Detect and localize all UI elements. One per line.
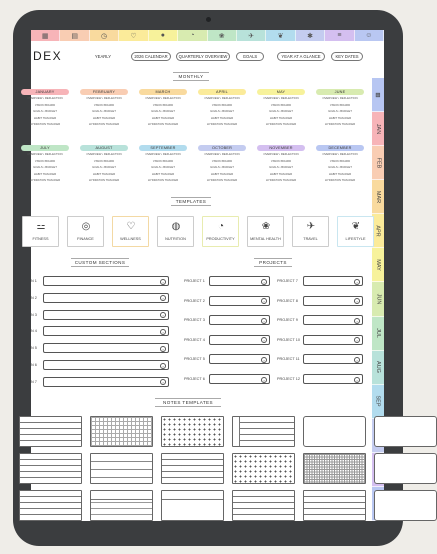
projects-heading: PROJECTS [254, 258, 292, 267]
notes-template-grid-top[interactable] [90, 453, 153, 484]
chart-icon: ▤ [71, 32, 78, 40]
notes-template-dots[interactable] [161, 416, 224, 447]
project-label: PROJECT 7 [277, 279, 298, 283]
arrow-right-icon: › [354, 337, 360, 343]
side-tab-label: MAR [375, 190, 382, 203]
month-jul [21, 145, 69, 184]
month-link[interactable]: HYDRATION TRACKER [206, 178, 238, 182]
month-link[interactable]: VISION BOARD [270, 102, 292, 107]
side-tab-label: FEB [374, 157, 381, 169]
side-tab-sep[interactable] [372, 385, 384, 419]
custom-section-field[interactable] [43, 276, 169, 286]
month-may [257, 89, 305, 128]
month-link[interactable]: OVERVIEW • REFLECTION [322, 96, 358, 100]
key-dates-button[interactable]: KEY DATES [331, 52, 363, 61]
month-link[interactable]: HYDRATION TRACKER [324, 178, 356, 182]
template-lifestyle[interactable] [337, 216, 374, 247]
side-tab-label: AUG [374, 361, 381, 374]
month-dec [316, 145, 364, 184]
heart-icon: ♡ [130, 32, 137, 40]
template-label: PRODUCTIVITY [206, 237, 235, 241]
month-label[interactable]: JUNE [316, 89, 364, 95]
side-tab-label: JUL [375, 328, 381, 338]
project-label: PROJECT 2 [184, 298, 205, 303]
notes-template-lined-margin[interactable] [232, 416, 295, 447]
project-field[interactable] [209, 276, 270, 286]
month-link[interactable]: HYDRATION TRACKER [206, 122, 238, 126]
month-label[interactable]: DECEMBER [316, 145, 364, 151]
brain-icon: ❀ [218, 32, 225, 40]
month-link[interactable]: GOALS • BUDGET [33, 165, 57, 169]
project-field[interactable] [303, 354, 363, 364]
project-field[interactable] [303, 296, 363, 306]
calendar-button[interactable]: 2026 CALENDAR [131, 52, 171, 61]
monthly-heading: MONTHLY [173, 72, 209, 81]
calendar-icon: ▦ [374, 91, 381, 98]
side-tab-may[interactable] [372, 248, 384, 282]
month-label[interactable]: FEBRUARY [80, 89, 128, 95]
template-label: LIFESTYLE [345, 237, 366, 241]
yearly-label: YEARLY [85, 52, 121, 61]
side-tab-label: JUN [374, 293, 381, 305]
month-link[interactable]: VISION BOARD [93, 102, 115, 107]
arrow-right-icon: › [354, 298, 360, 304]
month-link[interactable]: OVERVIEW • REFLECTION [86, 152, 122, 156]
custom-sections-heading: CUSTOM SECTIONS [71, 258, 129, 267]
month-link[interactable]: HABIT TRACKER [269, 115, 293, 120]
project-label: PROJECT 6 [184, 377, 205, 381]
notes-template-lined[interactable] [161, 453, 224, 484]
goals-button[interactable]: GOALS [236, 52, 264, 61]
project-label: PROJECT 12 [277, 377, 300, 381]
side-tab-jul[interactable] [372, 317, 384, 351]
month-link[interactable]: VISION BOARD [329, 102, 351, 107]
month-jan [21, 89, 69, 128]
month-label[interactable]: MARCH [139, 89, 187, 95]
top-tab-5[interactable] [149, 30, 178, 41]
notes-templates-heading: NOTES TEMPLATES [155, 398, 221, 407]
side-tab-jun[interactable] [372, 282, 384, 316]
template-mental-health[interactable] [247, 216, 284, 247]
gauge-icon: ◔ [190, 32, 195, 39]
project-field[interactable] [303, 374, 363, 384]
arrow-right-icon: › [160, 363, 166, 369]
template-nutrition[interactable] [157, 216, 194, 247]
month-link[interactable]: HYDRATION TRACKER [147, 122, 179, 126]
month-link[interactable]: OVERVIEW • REFLECTION [27, 96, 63, 100]
month-aug [80, 145, 128, 184]
arrow-right-icon: › [261, 279, 267, 285]
planner-page [27, 30, 384, 521]
sprout-icon: ❦ [351, 221, 361, 232]
notes-template-blank[interactable] [374, 416, 437, 447]
template-fitness[interactable] [22, 216, 59, 247]
month-label[interactable]: AUGUST [80, 145, 128, 151]
arrow-right-icon: › [354, 377, 360, 383]
month-link[interactable]: VISION BOARD [211, 158, 233, 163]
month-link[interactable]: GOALS • BUDGET [269, 165, 293, 169]
month-link[interactable]: HYDRATION TRACKER [88, 122, 120, 126]
project-field[interactable] [209, 315, 270, 325]
project-label: PROJECT 9 [277, 318, 298, 323]
template-label: FITNESS [32, 237, 49, 241]
project-label: PROJECT 10 [277, 337, 300, 342]
notes-template-lined[interactable] [303, 490, 366, 521]
project-label: PROJECT 1 [184, 279, 205, 283]
month-link[interactable]: VISION BOARD [270, 158, 292, 163]
month-oct [198, 145, 246, 184]
month-link[interactable]: HABIT TRACKER [210, 171, 234, 176]
month-link[interactable]: OVERVIEW • REFLECTION [145, 152, 181, 156]
month-link[interactable]: GOALS • BUDGET [92, 109, 116, 113]
month-mar [139, 89, 187, 128]
month-link[interactable]: OVERVIEW • REFLECTION [322, 152, 358, 156]
side-tab-label: SEP [374, 395, 381, 407]
month-label[interactable]: APRIL [198, 89, 246, 95]
notes-template-fine[interactable] [303, 453, 366, 484]
arrow-right-icon: › [160, 346, 166, 352]
custom-section-label: N 5 [31, 346, 37, 351]
project-field[interactable] [303, 335, 363, 345]
brain-icon: ❀ [261, 221, 271, 232]
top-tab-6[interactable] [178, 30, 207, 41]
top-tab-8[interactable] [237, 30, 266, 41]
month-feb [80, 89, 128, 128]
month-link[interactable]: HABIT TRACKER [210, 115, 234, 120]
month-link[interactable]: OVERVIEW • REFLECTION [145, 96, 181, 100]
arrow-right-icon: › [261, 337, 267, 343]
side-tab-mar[interactable] [372, 180, 384, 214]
month-link[interactable]: HABIT TRACKER [328, 171, 352, 176]
month-label[interactable]: MAY [257, 89, 305, 95]
template-wellness[interactable] [112, 216, 149, 247]
template-label: MENTAL HEALTH [250, 237, 281, 241]
month-link[interactable]: HYDRATION TRACKER [88, 178, 120, 182]
month-sep [139, 145, 187, 184]
custom-section-label: N 4 [31, 329, 37, 334]
month-link[interactable]: HABIT TRACKER [92, 171, 116, 176]
side-tab-jan[interactable] [372, 112, 384, 146]
month-label[interactable]: JANUARY [21, 89, 69, 95]
month-link[interactable]: OVERVIEW • REFLECTION [263, 96, 299, 100]
camera-icon [206, 17, 211, 22]
month-link[interactable]: GOALS • BUDGET [210, 165, 234, 169]
project-field[interactable] [303, 315, 363, 325]
custom-section-field[interactable] [43, 360, 169, 370]
project-field[interactable] [209, 374, 270, 384]
month-apr [198, 89, 246, 128]
month-link[interactable]: HABIT TRACKER [151, 115, 175, 120]
top-tab-12[interactable] [355, 30, 384, 41]
heart-pulse-icon: ♡ [126, 221, 136, 232]
project-field[interactable] [303, 276, 363, 286]
coins-icon: ◎ [81, 221, 91, 232]
month-link[interactable]: VISION BOARD [211, 102, 233, 107]
custom-section-label: N 1 [31, 279, 37, 283]
notes-template-dots[interactable] [232, 453, 295, 484]
bulb-icon: ✱ [307, 32, 313, 40]
template-label: TRAVEL [303, 237, 318, 241]
month-link[interactable]: HYDRATION TRACKER [324, 122, 356, 126]
custom-section-field[interactable] [43, 326, 169, 336]
top-tab-3[interactable] [90, 30, 119, 41]
month-link[interactable]: HABIT TRACKER [328, 115, 352, 120]
month-link[interactable]: OVERVIEW • REFLECTION [263, 152, 299, 156]
template-label: WELLNESS [120, 237, 141, 241]
top-tab-10[interactable] [296, 30, 325, 41]
project-field[interactable] [209, 296, 270, 306]
arrow-right-icon: › [261, 357, 267, 363]
top-tab-2[interactable] [60, 30, 89, 41]
project-field[interactable] [209, 354, 270, 364]
month-link[interactable]: OVERVIEW • REFLECTION [204, 96, 240, 100]
notes-template-blank-top[interactable] [161, 490, 224, 521]
custom-section-field[interactable] [43, 310, 169, 320]
project-label: PROJECT 5 [184, 357, 205, 362]
arrow-right-icon: › [354, 318, 360, 324]
template-travel[interactable] [292, 216, 329, 247]
custom-section-label: N 2 [31, 295, 37, 300]
month-link[interactable]: HYDRATION TRACKER [29, 178, 61, 182]
month-link[interactable]: HYDRATION TRACKER [147, 178, 179, 182]
arrow-right-icon: › [160, 295, 166, 301]
arrow-right-icon: › [261, 318, 267, 324]
templates-heading: TEMPLATES [171, 197, 211, 206]
side-tab-label: JAN [374, 123, 381, 134]
top-tab-1[interactable] [31, 30, 60, 41]
custom-section-label: N 7 [31, 379, 37, 384]
list-icon: ≡ [337, 32, 342, 39]
month-link[interactable]: HABIT TRACKER [33, 171, 57, 176]
arrow-right-icon: › [160, 279, 166, 285]
custom-section-field[interactable] [43, 343, 169, 353]
month-link[interactable]: HABIT TRACKER [92, 115, 116, 120]
notes-template-lined[interactable] [19, 416, 82, 447]
month-label[interactable]: OCTOBER [198, 145, 246, 151]
month-label[interactable]: SEPTEMBER [139, 145, 187, 151]
month-link[interactable]: OVERVIEW • REFLECTION [86, 96, 122, 100]
project-label: PROJECT 3 [184, 318, 205, 323]
month-link[interactable]: HABIT TRACKER [33, 115, 57, 120]
template-label: FINANCE [77, 237, 94, 241]
month-link[interactable]: VISION BOARD [93, 158, 115, 163]
notes-template-blank[interactable] [374, 490, 437, 521]
month-link[interactable]: OVERVIEW • REFLECTION [27, 152, 63, 156]
month-link[interactable]: HYDRATION TRACKER [265, 178, 297, 182]
notes-template-blank[interactable] [303, 416, 366, 447]
month-link[interactable]: VISION BOARD [34, 158, 56, 163]
custom-section-label: N 3 [31, 312, 37, 317]
page-title: DEX [33, 49, 63, 63]
project-label: PROJECT 11 [277, 357, 300, 362]
arrow-right-icon: › [261, 298, 267, 304]
gauge-icon: ◔ [217, 221, 225, 232]
plane-icon: ✈ [248, 32, 255, 40]
dumbbell-icon: ⚍ [36, 221, 46, 232]
notes-template-lined-head[interactable] [90, 490, 153, 521]
month-jun [316, 89, 364, 128]
top-tab-4[interactable] [119, 30, 148, 41]
template-label: NUTRITION [165, 237, 186, 241]
arrow-right-icon: › [160, 312, 166, 318]
top-tab-9[interactable] [266, 30, 295, 41]
month-link[interactable]: HYDRATION TRACKER [265, 122, 297, 126]
month-nov [257, 145, 305, 184]
side-tab-aug[interactable] [372, 351, 384, 385]
project-label: PROJECT 4 [184, 337, 205, 342]
custom-section-field[interactable] [43, 293, 169, 303]
month-link[interactable]: GOALS • BUDGET [92, 165, 116, 169]
month-link[interactable]: GOALS • BUDGET [269, 109, 293, 113]
month-label[interactable]: NOVEMBER [257, 145, 305, 151]
arrow-right-icon: › [354, 279, 360, 285]
arrow-right-icon: › [160, 379, 166, 385]
apple-icon: ● [160, 32, 166, 39]
year-at-a-glance-button[interactable]: YEAR AT A GLANCE [277, 52, 325, 61]
month-link[interactable]: GOALS • BUDGET [151, 165, 175, 169]
month-link[interactable]: GOALS • BUDGET [33, 109, 57, 113]
month-link[interactable]: HABIT TRACKER [151, 171, 175, 176]
project-label: PROJECT 8 [277, 298, 298, 303]
month-link[interactable]: GOALS • BUDGET [328, 165, 352, 169]
side-tab-feb[interactable] [372, 146, 384, 180]
top-tab-bar [31, 30, 384, 41]
template-productivity[interactable] [202, 216, 239, 247]
quarterly-overview-button[interactable]: QUARTERLY OVERVIEW [176, 52, 230, 61]
month-link[interactable]: VISION BOARD [152, 158, 174, 163]
month-link[interactable]: HYDRATION TRACKER [29, 122, 61, 126]
template-finance[interactable] [67, 216, 104, 247]
month-link[interactable]: VISION BOARD [152, 102, 174, 107]
notes-template-blank[interactable] [374, 453, 437, 484]
month-link[interactable]: VISION BOARD [329, 158, 351, 163]
notes-template-grid[interactable] [90, 416, 153, 447]
smile-icon: ☺ [365, 32, 373, 39]
calendar-icon: ▦ [41, 32, 49, 40]
month-link[interactable]: HABIT TRACKER [269, 171, 293, 176]
notes-template-lined[interactable] [19, 490, 82, 521]
side-tab-label: APR [375, 225, 381, 237]
month-link[interactable]: VISION BOARD [34, 102, 56, 107]
top-tab-11[interactable] [325, 30, 354, 41]
arrow-right-icon: › [160, 329, 166, 335]
month-link[interactable]: GOALS • BUDGET [210, 109, 234, 113]
apple-icon: ◍ [171, 221, 181, 232]
clock-icon: ◷ [101, 32, 108, 40]
top-tab-7[interactable] [208, 30, 237, 41]
month-link[interactable]: GOALS • BUDGET [151, 109, 175, 113]
side-tab-label: MAY [374, 259, 381, 271]
arrow-right-icon: › [261, 377, 267, 383]
custom-section-field[interactable] [43, 377, 169, 387]
notes-template-lined[interactable] [19, 453, 82, 484]
arrow-right-icon: › [354, 357, 360, 363]
month-link[interactable]: GOALS • BUDGET [328, 109, 352, 113]
month-link[interactable]: OVERVIEW • REFLECTION [204, 152, 240, 156]
plane-icon: ✈ [306, 221, 316, 232]
side-tab-home[interactable] [372, 78, 384, 112]
custom-section-label: N 6 [31, 363, 37, 367]
leaf-icon: ❦ [277, 32, 284, 40]
month-label[interactable]: JULY [21, 145, 69, 151]
project-field[interactable] [209, 335, 270, 345]
notes-template-lined[interactable] [232, 490, 295, 521]
